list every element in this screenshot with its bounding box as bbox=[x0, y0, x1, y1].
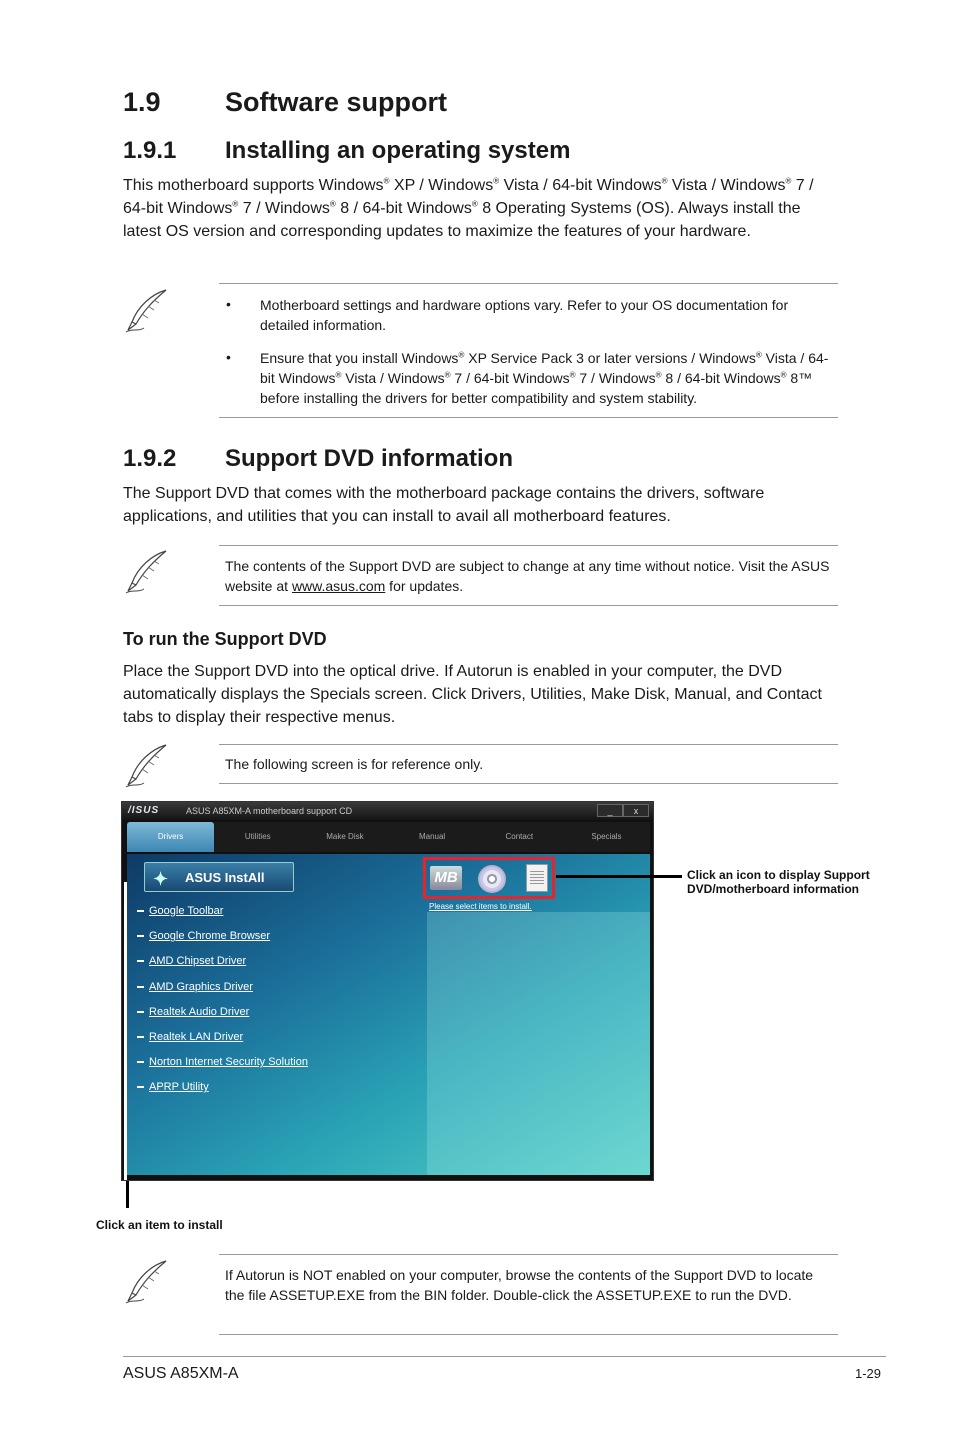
tab-utilities[interactable]: Utilities bbox=[244, 832, 271, 841]
section-number: 1.9 bbox=[123, 87, 161, 117]
callout-bracket-left bbox=[124, 882, 130, 1180]
window-title: ASUS A85XM-A motherboard support CD bbox=[186, 806, 353, 816]
info-icons-highlight bbox=[423, 857, 555, 899]
callout-icon-info: Click an icon to display Support DVD/motherboard information bbox=[687, 868, 870, 896]
run-dvd-paragraph: Place the Support DVD into the optical drive. If Autorun is enabled in your computer, the DVD automatically displays the Specials screen. Click Drivers, Utilities, Make Disk, Manual, and Contact tabs to display their respective menus. bbox=[123, 663, 822, 726]
drivers-panel bbox=[127, 854, 650, 1175]
driver-item-google-chrome[interactable]: Google Chrome Browser bbox=[137, 924, 308, 949]
driver-item-amd-graphics[interactable]: AMD Graphics Driver bbox=[137, 975, 308, 1000]
page-number: 1-29 bbox=[855, 1366, 882, 1381]
note-bottom-rule bbox=[219, 605, 838, 606]
info-pane bbox=[427, 912, 650, 1175]
pen-note-icon bbox=[122, 549, 170, 595]
note-bottom-rule bbox=[219, 417, 838, 418]
document-icon[interactable] bbox=[526, 864, 548, 892]
pen-note-icon bbox=[122, 743, 170, 789]
support-cd-window-screenshot bbox=[121, 801, 654, 1181]
install-button-label: ASUS InstAll bbox=[185, 870, 265, 885]
asus-install-all-button[interactable] bbox=[144, 862, 294, 892]
section-number: 1.9.2 bbox=[123, 445, 177, 472]
driver-item-amd-chipset[interactable]: AMD Chipset Driver bbox=[137, 949, 308, 974]
footer-model: ASUS A85XM-A bbox=[123, 1365, 239, 1382]
select-items-text: Please select items to install. bbox=[429, 902, 532, 911]
tab-make-disk[interactable]: Make Disk bbox=[326, 832, 364, 841]
driver-list bbox=[137, 899, 308, 1101]
note-top-rule bbox=[219, 744, 838, 745]
asus-website-link[interactable]: www.asus.com bbox=[291, 578, 386, 594]
note-dvd-contents: The contents of the Support DVD are subject to change at any time without notice. Visit the ASUS website at www.asus.com for updates. bbox=[225, 558, 830, 594]
section-heading-1-9 bbox=[123, 87, 447, 118]
section-heading-1-9-1 bbox=[123, 137, 570, 165]
section-title: Installing an operating system bbox=[225, 137, 571, 164]
asus-logo: /ISUS bbox=[128, 805, 160, 816]
callout-item-install: Click an item to install bbox=[96, 1218, 223, 1232]
tab-contact[interactable]: Contact bbox=[505, 832, 534, 841]
note-reference-only: The following screen is for reference only. bbox=[225, 756, 484, 772]
tab-specials[interactable]: Specials bbox=[591, 832, 622, 841]
run-dvd-heading: To run the Support DVD bbox=[123, 629, 327, 649]
note-bullet-2: Ensure that you install Windows® XP Service Pack 3 or later versions / Windows® Vista / 64-bit Windows® Vista / Windows® 7 / 64-bit Windows® 7 / Windows® 8 / 64-bit Windows® 8™ before installing the drivers for better compatibility and system stability. bbox=[260, 350, 829, 406]
driver-item-realtek-audio[interactable]: Realtek Audio Driver bbox=[137, 1000, 308, 1025]
note-bottom-rule bbox=[219, 783, 838, 784]
pen-note-icon bbox=[122, 1259, 170, 1305]
dvd-paragraph: The Support DVD that comes with the motherboard package contains the drivers, software applications, and utilities that you can install to avail all motherboard features. bbox=[123, 485, 765, 525]
callout-line-bottom bbox=[126, 1181, 129, 1208]
note-top-rule bbox=[219, 1254, 838, 1255]
tab-manual[interactable]: Manual bbox=[418, 832, 446, 841]
motherboard-info-icon[interactable]: MB bbox=[430, 866, 462, 890]
star-icon: ✦ bbox=[153, 869, 169, 889]
note-top-rule bbox=[219, 283, 838, 284]
bullet: • bbox=[226, 296, 231, 312]
driver-item-aprp-utility[interactable]: APRP Utility bbox=[137, 1075, 308, 1100]
note-bottom-rule bbox=[219, 1334, 838, 1335]
dvd-info-icon[interactable] bbox=[478, 865, 506, 893]
section-title: Software support bbox=[225, 87, 448, 117]
callout-line-right bbox=[556, 875, 682, 878]
os-support-paragraph: This motherboard supports Windows® XP / Windows® Vista / 64-bit Windows® Vista / Windows® 7 / 64-bit Windows® 7 / Windows® 8 / 64-bit Windows® 8 Operating Systems (OS). Always install the latest OS version and corresponding updates to maximize the features of your hardware. bbox=[123, 176, 814, 240]
pen-note-icon bbox=[122, 288, 170, 334]
section-number: 1.9.1 bbox=[123, 137, 177, 164]
driver-item-norton[interactable]: Norton Internet Security Solution bbox=[137, 1050, 308, 1075]
section-title: Support DVD information bbox=[225, 445, 513, 472]
tab-bar bbox=[127, 822, 650, 852]
note-top-rule bbox=[219, 545, 838, 546]
driver-item-realtek-lan[interactable]: Realtek LAN Driver bbox=[137, 1025, 308, 1050]
minimize-button[interactable]: _ bbox=[597, 804, 623, 817]
section-heading-1-9-2 bbox=[123, 445, 513, 473]
footer-rule bbox=[123, 1356, 886, 1357]
note-bullet-1: Motherboard settings and hardware options vary. Refer to your OS documentation for detailed information. bbox=[260, 297, 789, 333]
bullet: • bbox=[226, 349, 231, 365]
window-titlebar bbox=[122, 802, 653, 820]
note-autorun: If Autorun is NOT enabled on your computer, browse the contents of the Support DVD to locate the file ASSETUP.EXE from the BIN folder. Double-click the ASSETUP.EXE to run the DVD. bbox=[225, 1267, 814, 1303]
driver-item-google-toolbar[interactable]: Google Toolbar bbox=[137, 899, 308, 924]
close-button[interactable]: x bbox=[623, 804, 649, 817]
tab-drivers[interactable]: Drivers bbox=[127, 822, 214, 852]
